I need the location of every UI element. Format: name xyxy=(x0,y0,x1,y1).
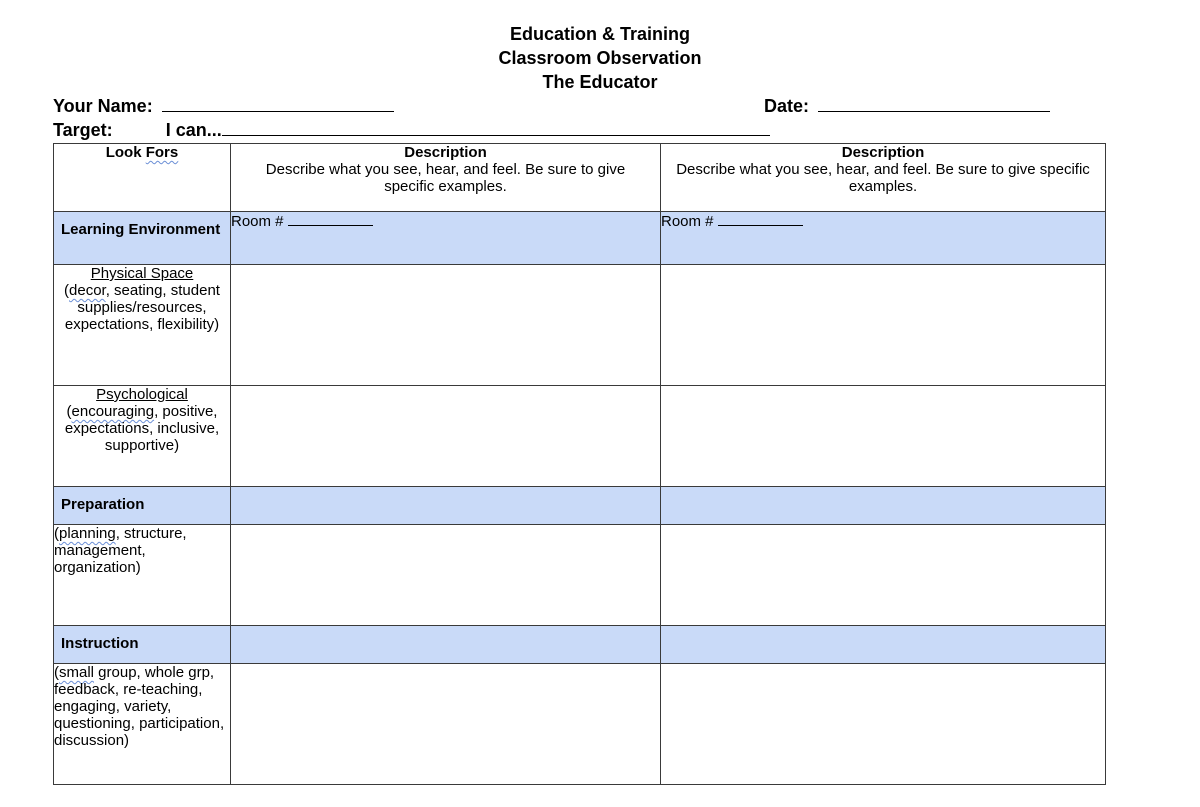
preparation-band-cell-2 xyxy=(661,487,1106,525)
name-field xyxy=(53,95,394,117)
psychological-cell-1[interactable] xyxy=(231,386,661,487)
description-text-1: Describe what you see, hear, and feel. Be sure to give specific examples. xyxy=(265,161,626,195)
name-blank-line[interactable] xyxy=(162,95,394,112)
date-field xyxy=(764,95,1050,117)
look-fors-label: Fors xyxy=(145,144,179,161)
room-blank-1[interactable] xyxy=(288,212,373,226)
target-field xyxy=(53,119,770,141)
psychological-details: , positive, expectations, inclusive, supportive) xyxy=(64,403,220,454)
psychological-cell-2[interactable] xyxy=(661,386,1106,487)
instruction-row xyxy=(54,664,1106,785)
preparation-details-label: (planning, structure, management, organization) xyxy=(54,525,231,626)
preparation-band-row xyxy=(54,487,1106,525)
physical-space-row xyxy=(54,265,1106,386)
observation-table xyxy=(53,143,1106,785)
header-description-2 xyxy=(661,144,1106,212)
physical-space-cell-2[interactable] xyxy=(661,265,1106,386)
learning-environment-label: Learning Environment xyxy=(54,212,231,265)
table-header-row xyxy=(54,144,1106,212)
description-title-2: Description xyxy=(841,144,925,161)
target-blank-line[interactable] xyxy=(222,119,770,136)
date-blank-line[interactable] xyxy=(818,95,1050,112)
physical-space-details: , seating, student supplies/resources, expectations, flexibility) xyxy=(64,282,220,333)
instruction-band-row xyxy=(54,626,1106,664)
instruction-label: Instruction xyxy=(54,626,231,664)
header-look-fors: Look Fors xyxy=(54,144,231,212)
physical-space-cell-1[interactable] xyxy=(231,265,661,386)
instruction-cell-2[interactable] xyxy=(661,664,1106,785)
instruction-cell-1[interactable] xyxy=(231,664,661,785)
learning-environment-row xyxy=(54,212,1106,265)
instruction-first-word: small xyxy=(59,664,95,681)
title-line-2: Classroom Observation xyxy=(498,48,702,68)
instruction-band-cell-1 xyxy=(231,626,661,664)
preparation-row xyxy=(54,525,1106,626)
physical-space-title: Physical Space xyxy=(90,265,194,282)
preparation-cell-2[interactable] xyxy=(661,525,1106,626)
description-title-1: Description xyxy=(404,144,487,161)
header-description-1 xyxy=(231,144,661,212)
title-line-1: Education & Training xyxy=(509,24,690,44)
title-line-3: The Educator xyxy=(542,72,658,92)
psychological-row xyxy=(54,386,1106,487)
name-label: Your Name: xyxy=(53,96,153,116)
preparation-band-cell-1 xyxy=(231,487,661,525)
preparation-cell-1[interactable] xyxy=(231,525,661,626)
target-prefix: I can... xyxy=(165,120,222,140)
document-title xyxy=(0,22,1200,94)
room-cell-1[interactable] xyxy=(231,212,661,265)
room-label-1: Room # xyxy=(231,213,284,230)
preparation-label: Preparation xyxy=(54,487,231,525)
preparation-details: , structure, management, organization) xyxy=(54,525,187,576)
psychological-first-word: encouraging xyxy=(71,403,155,420)
physical-space-first-word: decor xyxy=(69,282,106,299)
preparation-first-word: planning xyxy=(59,525,116,542)
room-cell-2[interactable] xyxy=(661,212,1106,265)
instruction-details: group, whole grp, feedback, re-teaching, engaging, variety, questioning, participation, discussion) xyxy=(54,664,225,749)
instruction-details-label: (small group, whole grp, feedback, re-teaching, engaging, variety, questioning, participation, discussion) xyxy=(54,664,231,785)
psychological-label: Psychological (encouraging, positive, expectations, inclusive, supportive) xyxy=(54,386,231,487)
physical-space-label: Physical Space (decor, seating, student supplies/resources, expectations, flexibility) xyxy=(54,265,231,386)
room-label-2: Room # xyxy=(661,213,714,230)
date-label: Date: xyxy=(764,96,810,116)
psychological-title: Psychological xyxy=(96,386,188,403)
instruction-band-cell-2 xyxy=(661,626,1106,664)
room-blank-2[interactable] xyxy=(718,212,803,226)
description-text-2: Describe what you see, hear, and feel. Be sure to give specific examples. xyxy=(676,161,1090,195)
target-label: Target: xyxy=(53,120,113,140)
